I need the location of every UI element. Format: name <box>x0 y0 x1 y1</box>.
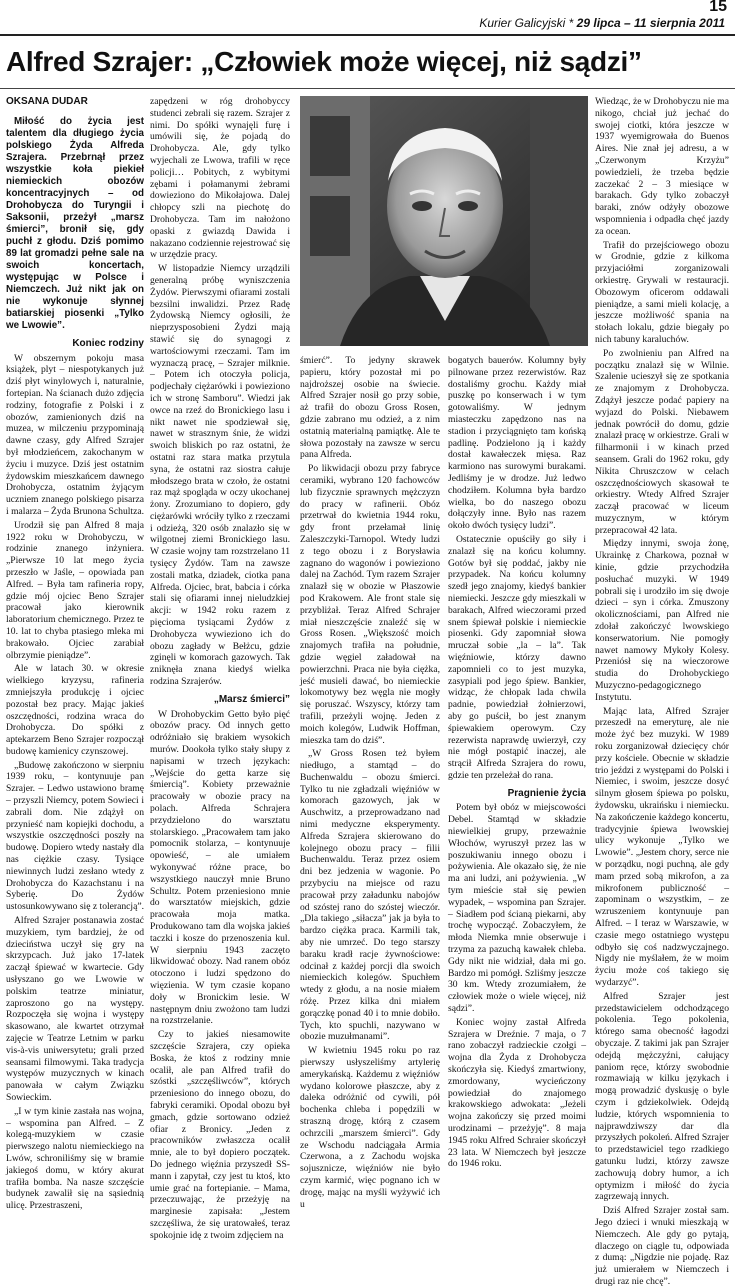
masthead-separator: * <box>565 16 577 30</box>
portrait-photo <box>300 96 588 346</box>
column-3 <box>300 355 440 1210</box>
paragraph: Czy to jakieś niesamowite szczęście Szrajera, czy opieka Boska, że ktoś z rodziny mnie ocalił, ale pan Alfred trafił do szóstki „szczęśliwców”, których przeniesiono do innego obozu, do fabryki ceramiki. Opodal obozu był gmach, gdzie sortowano odzież ofiar z Bronicy. „Jeden z pracowników zwłaszcza ocalił mnie, ale to był dopiero początek. Do jednego więźnia przyszedł SS-mann i zapytał, czy jest tu ktoś, kto umie grać na fortepianie. – Mama, przeczuwając, że przeżyję na marginesie zapisała: „Jestem szczęśliwa, że się uratowałeś, teraz spokojnie idę z twoim zdjęciem na <box>150 1029 290 1241</box>
paragraph: śmierć”. To jedyny skrawek papieru, który pozostał mi po najdroższej osobie na świecie. Alfred Szrajer nosił go przy sobie, aż trafił do obozu Gross Rosen, gdzie zabrano mu odzież, a z nim ostatnią materialną pamiątkę. Ale te słowa pozostały na zawsze w sercu pana Alfreda. <box>300 355 440 461</box>
column-4 <box>448 355 586 1170</box>
paragraph: bogatych bauerów. Kolumny były pilnowane przez rezerwistów. Raz dostaliśmy grochu. Każdy miał puszkę po konserwach i w tym gotowaliśmy. W jednym miasteczku zapędzono nas na stadion i przyciągnięto tam końską padlinę. Podzielono ją i każdy dostał kawałeczek mięsa. Raz karmiono nas surowymi burakami. Jedliśmy je w drodze. Już ledwo chodziłem. Kolumna była bardzo wielka, bo do naszego obozu dołączyły inne. Było nas razem około dwóch tysięcy ludzi”. <box>448 355 586 532</box>
author-byline: OKSANA DUDAR <box>6 96 88 107</box>
paragraph: W obszernym pokoju masa książek, plyt – niespotykanych już dziś płyt winylowych i, naturalnie, fortepian. Na ścianach dużo zdjęcia rodziny, fotografie z Polski i z obozów, zamienionych dziś na muzea, w milczeniu przypominają dawne czasy, gdy Alfred Szrajer był młodzieńcem, zakochanym w życiu i muzyce. Dziś jest ostatnim żydowskim mieszkańcem dawnego Drohobycza, ostatnim żyjącym uczniem znanego polskiego pisarza i malarza – Żyda Brunona Schultza. <box>6 352 144 517</box>
section-heading: „Marsz śmierci” <box>213 693 290 705</box>
header-rule <box>0 34 735 36</box>
issue-date: 29 lipca – 11 sierpnia 2011 <box>576 16 725 30</box>
article-title: Alfred Szrajer: „Człowiek może więcej, niż sądzi” <box>6 46 642 77</box>
paragraph: „W Gross Rosen też byłem niedługo, a stamtąd – do Buchenwaldu – obozu śmierci. Tylko tu nie zgładzali więźniów w komorach gazowych, jak w Auschwitz, a przeprowadzano nad nimi medyczne eksperymenty. Alfreda Szrajera skierowano do kolejnego obozu pracy – filii Buchenwaldu. Teraz przez osiem dni bez jedzenia w wagonie. Po przybyciu na miejsce od razu pracował przy załadunku nabojów od szóstej rano do szóstej wieczór. „Dla takiego „siłacza” jak ja była to bardzo ciężka praca. Karmili tak, aby nie umrzeć. Do tego starszy baraku kradł racje żywnościowe: odcinał z każdej porcji dla swoich niemieckich kolegów. Spuchłem wtedy z głodu, a na nosie miałem różę. Przez kilka dni miałem gorączkę ponad 40 i to mnie dobiło. Tych, kto spuchli, nazywano w obozie muzułmanami”. <box>300 748 440 1043</box>
publication-name: Kurier Galicyjski <box>479 16 566 30</box>
paragraph: Ale w latach 30. w okresie wielkiego kryzysu, rafineria zmniejszyła produkcję i ojciec pozostał bez pracy. Mając jakieś oszczędności, rodzina wraca do Drohobycza. Do spółki z aptekarzem Beno Szrajer rozpoczął budowę kamienicy czynszowej. <box>6 663 144 757</box>
paragraph: Urodził się pan Alfred 8 maja 1922 roku w Drohobyczu, w rodzinie znanego inżyniera. „Pierwsze 10 lat mego życia przeszło w Jaśle, – opowiada pan Alfred. – Była tam rafineria ropy, gdzie mój ojciec Beno Szrajer pracował jako kierownik laboratorium chemicznego. Przez te 10. lat to chyba ptasiego mleka mi brakowało. Ojciec zarabiał olbrzymie pieniądze”. <box>6 519 144 661</box>
paragraph: Wiedząc, że w Drohobyczu nie ma nikogo, chciał już jechać do swojej ciotki, która jeszcze w 1937 wyemigrowała do Buenos Aires. Nie znał jej adresu, a w „Czerwonym Krzyżu” powiedzieli, że trzeba będzie zaczekać 2 – 3 miesiące w barakach. Gdy tylko zobaczył baraki, znów odżyły obozowe wspomnienia i odpadła chęć jazdy za ocean. <box>595 96 729 237</box>
paragraph: W Drohobyckim Getto było pięć obozów pracy. Od innych getto odróżniało się brakiem wysokich murów. Dookoła tylko stały słupy z napisami w trzech językach: „Wejście do getta karze się śmiercią”. Kobiety przeważnie pracowały w obozie pracy na polach. Alfreda Schrajera przydzielono do warsztatu stolarskiego. „Pracowałem tam jako pomocnik stolarza, – kontynuuje opowieść, – ale umiałem wykonywać różne prace, bo wszystkiego nauczył mnie Bruno Schultz. Potem przeniesiono mnie do warsztatów miejskich, gdzie pracowała moja matka. Produkowano tam dla wojska jakieś taczki i kosze do przenoszenia kul. W sierpniu 1943 zaczęto likwidować obozy. Nad ranem obóz otoczono i ludzi spędzono do więzienia. W tym czasie kopano doły w Bronickim lesie. W następnym dniu zwożono tam ludzi na rozstrzelanie. <box>150 708 290 1027</box>
page-header <box>0 0 735 34</box>
portrait-illustration <box>300 96 588 346</box>
paragraph: Między innymi, swoja żonę, Ukrainkę z Charkowa, poznał w kinie, gdzie przychodziła posłuchać muzyki. W 1949 pobrali się i urodziło im się dwoje dzieci – syn i córka. Zmuszony okolicznościami, pan Alfred nie zdołał zakończyć lwowskiego konserwatorium. Nie pomogły nawet namowy Mykoły Kolesy. Przeniósł się na wieczorowe studia do Drohobyckiego Muzyczno-pedagogicznego Instytutu. <box>595 538 729 703</box>
section-heading: Koniec rodziny <box>72 337 144 349</box>
paragraph: Ostatecznie opuściły go siły i znalazł się na końcu kolumny. Gotów był się poddać, jakby nie przypadek. Na końcu kolumny szedł jego znajomy, kiedyś bankier niemiecki. Jeszcze gdy mieszkali w barakach, Alfred wieczorami przed snem śpiewał polskie i niemieckie piosenki. Gdy zapomniał słowa mruczał sobie „la – la”. Tak więźniowie, którzy dawno zapomnieli co to jest muzyka, zasypiali pod jego śpiew. Bankier, widząc, że chłopak lada chwila padnie, powiedział żołnierzowi, aby go puścił, bo jest znanym śpiewakiem operowym. Czy rezerwista naprawdę uwierzył, czy nie mógł postąpić inaczej, ale strącił Alfreda Szrajera do rowu, gdzie ten przeleżał do rana. <box>448 533 586 781</box>
paragraph: zapędzeni w róg drohobyccy studenci zebrali się razem. Szrajer z nimi. Do spółki wynajęli furę i umówili się, że pojadą do Drohobycza. Ale, gdy tylko wyjechali ze Lwowa, trafili w ręce policji… Pobitych, z wybitymi zębami i połamanymi żebrami dowieziono do Mikołajowa. Dalej chłopcy szli na piechotę do Drohobycza. Tam im nałożono opaski z gwiazdą Dawida i nakazano codziennie rejestrować się w urzędzie pracy. <box>150 96 290 261</box>
paragraph: „Budowę zakończono w sierpniu 1939 roku, – kontynuuje pan Szrajer. – Ledwo ustawiono bramę – przyszli Niemcy, potem Sowieci i zabrali dom. Nie zdążył on przynieść nam kopiejki dochodu, a wszystkie oszczędności poszły na budowę. Dopiero wtedy nastały dla nas ciężkie czasy. Tysiące niewinnych ludzi zesłano wtedy z Drohobycza do Kazachstanu i na Syberię. Do Żydów ustosunkowywano się z tolerancją”. <box>6 759 145 913</box>
paragraph: W listopadzie Niemcy urządzili generalną próbę wyniszczenia Żydów. Pierwszymi ofiarami zostali bezsilni inwalidzi. Przez Radę Żydowską Niemcy ogłosili, że nieprzysposobieni Żydzi mają stawić się do synagogi z wartościowymi rzeczami. Tam im wyznaczą pracę, – Szrajer milknie. – Potem ich otoczyła policja, podjechały ciężarówki i powieziono ich w stronę Samboru”. Wiedzi jak owce na rzeź do Bronickiego lasu i nikt nawet nie spodziewał się, nawet w strasznym śnie, że widzi swoich bliskich po raz ostatni, że ostatni raz stara matka przytula syna, że ostatni raz siostra całuje młodszego brata w czoło, że ostatni raz mąż spogląda w oczy ukochanej żony. Zrozumiano to dopiero, gdy ciężarówki wróciły tylko z rzeczami i odzieżą, 320 osób znalazło się w wilgotnej ziemi Bronickiego lasu. W czasie wojny tam rozstrzelano 11 tysięcy Żydów. Tam na zawsze zostali matka, dziadek, ciotka pana Alfreda. Ojciec, brat, babcia i córka stali się ofiarami innej nieludzkiej akcji: w 1942 roku razem z pięcioma tysiącami Żydów z Drohobycza wywieziono ich do obozu zagłady w Bełżcu, gdzie zginęli w komorach gazowych. Tak zniknęła znana kiedyś wielka rodzina Szrajerów. <box>150 263 290 688</box>
paragraph: W kwietniu 1945 roku po raz pierwszy usłyszeliśmy artylerię amerykańską. Każdemu z więźniów wydano kolorowe płaszcze, aby z daleka odróżnić od cywili, pół bochenka chleba i popędzili w straszną drogę, którą z czasem ochrzcili „marszem śmierci”. Gdy ze Wschodu nadciągała Armia Czerwona, a z Zachodu wojska sojusznicze, więźniów nie było czym karmić, więc pognano ich w drogę, mając na myśli wyżywić ich u <box>300 1045 440 1210</box>
column-1 <box>6 96 145 1212</box>
title-rule <box>0 88 735 89</box>
masthead <box>479 16 725 30</box>
column-2 <box>150 96 290 1241</box>
paragraph: Alfred Szrajer jest przedstawicielem odchodzącego pokolenia. Tego pokolenia, którego sama obecność łagodzi obyczaje. Z takimi jak pan Szrajer odejdą mężczyźni, całujący paniom ręce, którzy swobodnie rozmawiają w kilku językach i mogą prowadzić dyskusję o byle czym i gdziekolwiek. Odejdą ludzie, których wspomnienia to najprawdziwszy dar dla przyszłych pokoleń. Alfred Szrajer to przedstawiciel tego rzadkiego gatunku ludzi, którzy zawsze zachowują dobry humor, a ich optymizm i miłość do życia zagrzewają innych. <box>595 990 729 1203</box>
paragraph: Koniec wojny zastał Alfreda Szrajera w Dreźnie. 7 maja, o 7 rano zobaczył radzieckie czołgi – wojna dla Żyda z Drohobycza skończyła się. Kiedyś zmartwiony, zmordowany, wycieńczony powiedział do znajomego krakowskiego adwokata: „Jeżeli wojna zakończy się przed moimi urodzinami – przeżyję”. 8 maja 1945 roku Alfred Schraier skończył 23 lata. W Niemczech był jeszcze do 1946 roku. <box>448 1016 586 1170</box>
paragraph: Dziś Alfred Szrajer został sam. Jego dzieci i wnuki mieszkają w Niemczech. Ale gdy go pytają, dlaczego on ciągle tu, odpowiada z dumą: „Nigdzie nie pojadę. Raz już umierałem w Niemczech i drugi raz nie chcę”. <box>595 1205 729 1287</box>
section-heading: Pragnienie życia <box>507 787 586 799</box>
paragraph: Alfred Szrajer postanawia zostać muzykiem, tym bardziej, że od dzieciństwa uczył się gry na skrzypcach. Już jako 17-latek zaczął śpiewać w kwartecie. Gdy usłyszano go we Lwowie w polskim teatrze miniatur, zaproszono go na występy. Rozpoczęła się wojna i występy skasowano, ale kwartet otrzymał zajęcie w Teatrze Letnim w parku vis-à-vis uniwersytetu; grali przed seansami filmowymi. Taka tradycja występów muzycznych w kinach panowała w całym Związku Sowieckim. <box>6 915 144 1103</box>
paragraph: Mając lata, Alfred Szrajer przeszedł na emeryturę, ale nie może żyć bez muzyki. W 1989 roku zorganizował dziecięcy chór przy kościele. Obecnie w składzie trio jeździ z występami do Polski i Niemiec, i swoim, jeszcze dosyć silnym głosem śpiewa po polsku, żydowsku, ukraińsku i niemiecku. Na zakończenie każdego koncertu, tradycyjnie śpiewa lwowskiej ulicy wykonuje „Tylko we Lwowie”. „Jestem chory, serce nie w porządku, nogi puchną, ale gdy mam przed sobą mikrofon, a za mikrofonem publiczność – zapominam o wszystkim, – ze wzruszeniem kontynuuje pan Alfred. – I teraz w Warszawie, w czasie mego ostatniego występu odbyło się coś nadzwyczajnego. Nigdy nie myślałem, że w moim życiu może coś takiego się wydarzyć”. <box>595 705 729 988</box>
page-number: 15 <box>709 0 727 15</box>
paragraph: Po zwolnieniu pan Alfred na początku znalazł się w Wilnie. Szalenie ucieszył się ze spotkania ze znajomym z Drohobycza. Zdążył jeszcze podać papiery na wyjazd do Polski. Niebawem jednak powrócił do domu, gdzie znalazł pracę w orkiestrze. Grali w filharmonii i w kinach przed seansem. Grali do 1962 roku, gdy Nikita Chruszczow w celach oszczędnościowych skasował te orkiestry. Wtedy Alfred Szrajer zaczął pracować w liceum muzycznym, w którym przepracował 42 lata. <box>595 347 729 536</box>
article-lead: Miłość do życia jest talentem dla długiego życia polskiego Żyda Alfreda Szrajera. Przebrnął przez wszystkie koła piekieł niemieckich obozów koncentracyjnych – od Drohobycza do Turyngii i Saksonii, przeżył „marsz śmierci”, bronił się, gdy puchł z głodu. Dziś pomimo 89 lat gromadzi pełne sale na swoich koncertach, występując w Polsce i Niemczech. Już nikt jak on nie wykonuje słynnej batiarskiej piosenki „Tylko we Lwowie”. <box>6 115 144 331</box>
paragraph: Po likwidacji obozu przy fabryce ceramiki, wybrano 120 fachowców lub fizycznie sprawnych mężczyzn do pracy w rafinerii. Obóz przetrwał do kwietnia 1944 roku, gdy front przełamał linię Zaleszczyki-Tarnopol. Wtedy ludzi z tego obozu i z Borysławia zagnano do wagonów i powieziono dalej na Zachód. Tym razem Szrajer znalazł się w obozie w Płaszowie pod Krakowem. Ale front stale się przybliżał. Teraz Alfred Schrajer miał nieszczęście znaleźć się w Gross Rosen. „Większość moich znajomych trafiła na południe, gdzie węgiel załadował na powierzchni. Praca nie była ciężka, jeść musieli dawać, bo niemieckie lokomotywy bez węgla nie mogły się poruszać. Wszyscy, którzy tam trafili, przeżyli wojnę. Jeden z moich kolegów, Ludwik Hoffman, mieszka tam do dziś”. <box>300 463 440 746</box>
paragraph: „I w tym kinie zastała nas wojna, – wspomina pan Alfred. – Z kolegą-muzykiem w czasie pierwszego nalotu niemieckiego na Lwów, schroniliśmy się w bramie jakiegoś domu, w który akurat trafiła bomba. Na nasze szczęście budynek zawalił się na sąsiednią ulicę. Przestraszeni, <box>6 1105 144 1212</box>
column-5 <box>595 96 729 1287</box>
paragraph: Trafił do przejściowego obozu w Grodnie, gdzie z kilkoma przyjaciółmi zorganizowali orkiestrę. Grywali w restauracji. Obozowym oficerom oddawali pieniądze, a sami mieli kolację, a jeszcze możliwość spania na stołach lokalu, gdzie biegały po nich tabuny karaluchów. <box>595 239 729 345</box>
paragraph: Potem był obóz w miejscowości Debel. Stamtąd w składzie niewielkiej grupy, przeważnie Włochów, wyruszył przez las w poszukiwaniu innego obozu i pożywienia. Ale okazało się, że nie ma ani ludzi, ani pożywienia. „W tym mieście stał się pewien wypadek, – wspomina pan Szrajer. – Siadłem pod ścianą piekarni, aby trochę wypocząć. Zobaczyłem, że młoda Niemka mnie obserwuje i trzyma za pazuchą kawałek chleba. Gdy nikt nie widział, dała mi go. Bardzo mi pomógł. Szliśmy jeszcze 30 km. Wtedy zrozumiałem, że człowiek może o wiele więcej, niż sądzi”. <box>448 802 586 1015</box>
